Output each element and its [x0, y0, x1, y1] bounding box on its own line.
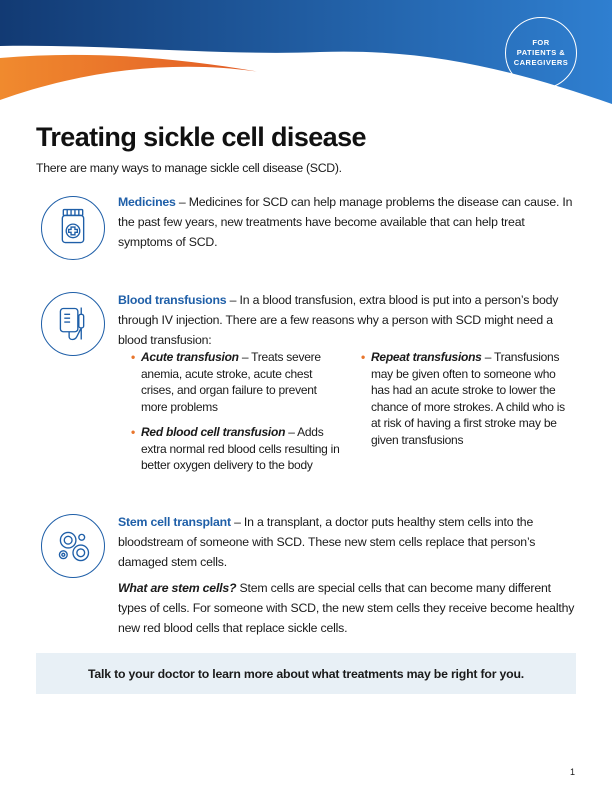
stem-cell-paragraph	[118, 512, 578, 572]
list-item: • Red blood cell transfusion – Adds extra normal red blood cells resulting in better oxygen delivery to the body	[131, 424, 341, 474]
badge-line-3: CAREGIVERS	[513, 58, 569, 67]
badge-line-2: PATIENTS &	[516, 48, 566, 57]
stem-cell-question: What are stem cells?	[118, 581, 237, 595]
transfusions-body: – In a blood transfusion, extra blood is put into a person’s body through IV injection. There are a few reasons why a person with SCD might need a blood transfusion:	[118, 293, 559, 347]
stem-cell-answer: Stem cells are special cells that can become many different types of cells. For someone with SCD, the new stem cells they receive become healthy new red blood cells that replace sickle cells.	[118, 581, 575, 635]
transfusion-list-left	[131, 349, 341, 483]
intro-text: There are many ways to manage sickle cell disease (SCD).	[36, 161, 342, 175]
list-item: • Acute transfusion – Treats severe anemia, acute stroke, acute chest crises, and organ failure to prevent more problems	[131, 349, 341, 415]
page-title: Treating sickle cell disease	[36, 122, 366, 152]
stem-cells-icon	[41, 514, 105, 578]
iv-bag-icon	[41, 292, 105, 356]
stem-cell-body: – In a transplant, a doctor puts healthy stem cells into the bloodstream of someone with SCD. These new stem cells replace that person’s damaged stem cells.	[118, 515, 536, 569]
medicines-heading: Medicines	[118, 195, 176, 209]
medicines-paragraph	[118, 192, 578, 252]
doctor-callout: Talk to your doctor to learn more about what treatments may be right for you.	[36, 653, 576, 694]
transfusions-paragraph	[118, 290, 578, 350]
stem-cell-heading: Stem cell transplant	[118, 515, 231, 529]
badge-line-1: FOR	[532, 38, 550, 47]
page-number: 1	[570, 767, 576, 777]
transfusions-heading: Blood transfusions	[118, 293, 227, 307]
medicines-body: – Medicines for SCD can help manage problems the disease can cause. In the past few years, new treatments have become available that can help treat symptoms of SCD.	[118, 195, 573, 249]
transfusion-list-right	[361, 349, 571, 457]
list-item: • Repeat transfusions – Transfusions may be given often to someone who has had an acute stroke to lower the chance of more strokes. A child who is at risk of having a first stroke may be given transfusions	[361, 349, 571, 448]
audience-badge	[505, 17, 577, 89]
medicine-bottle-icon	[41, 196, 105, 260]
stem-cell-definition	[118, 578, 578, 638]
